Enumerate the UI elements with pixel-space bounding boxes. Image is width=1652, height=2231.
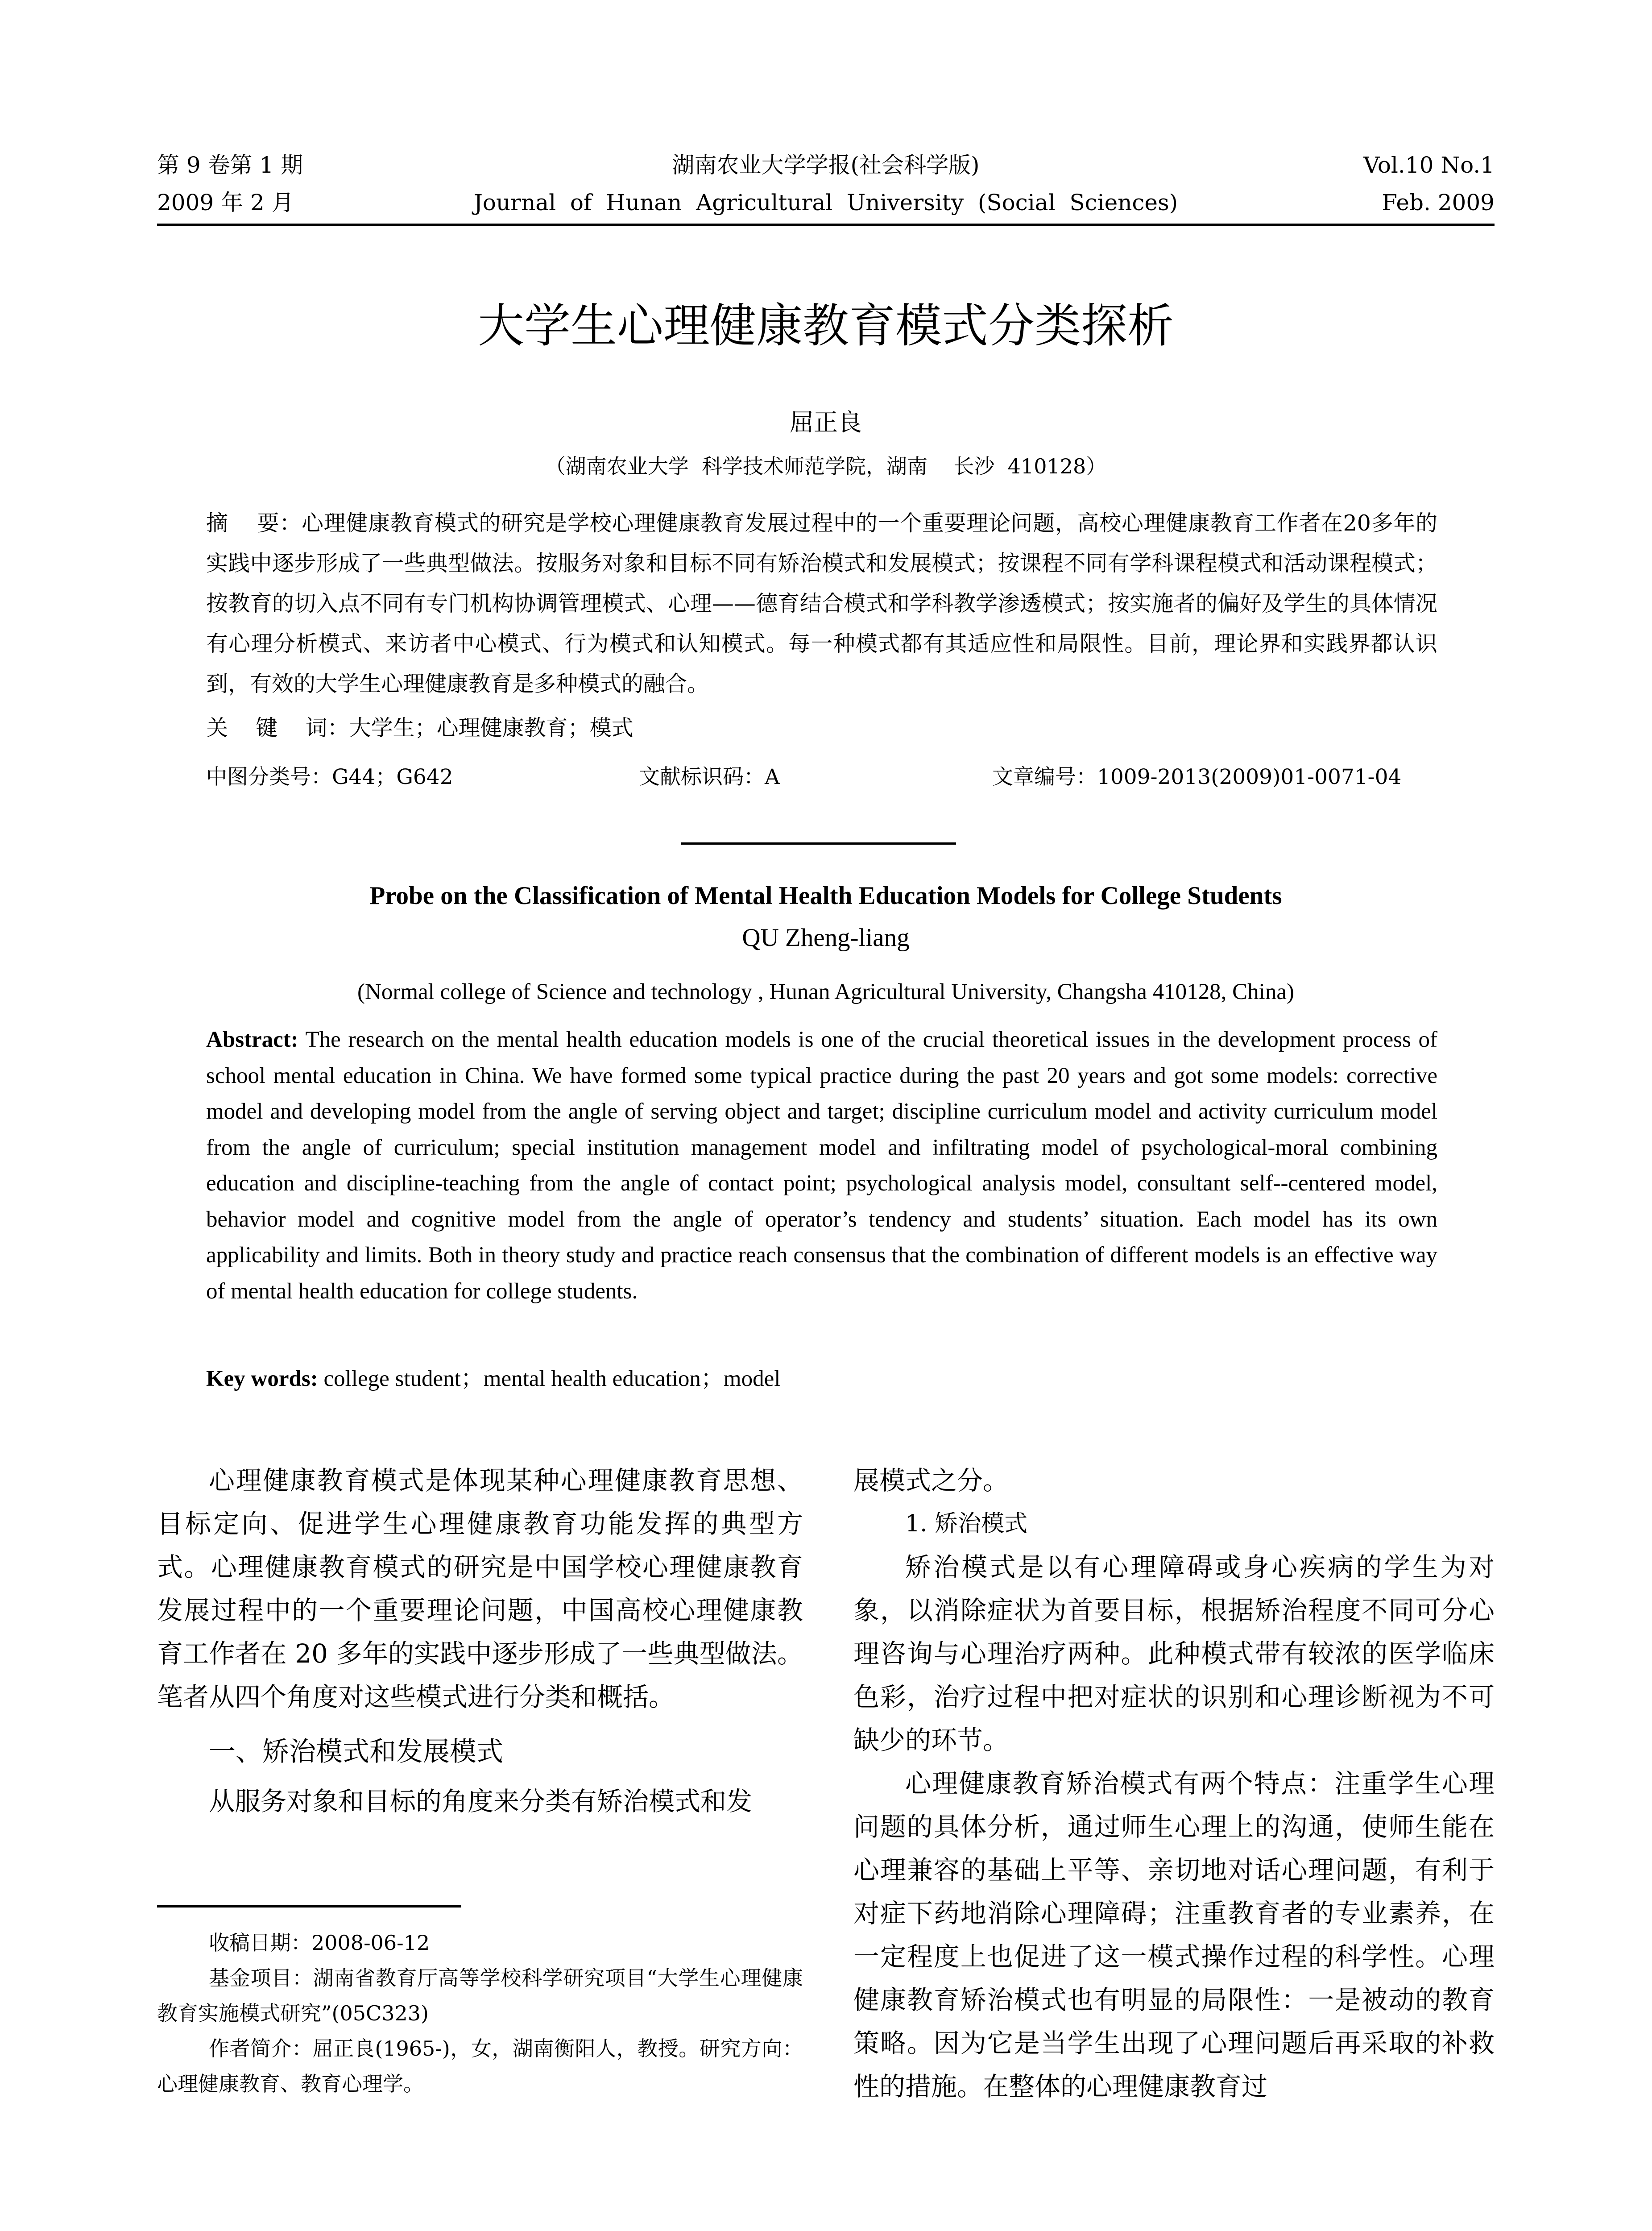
body-column-right: [853, 1459, 1495, 2108]
keywords-cn: [206, 710, 1437, 746]
keywords-text-cn: 大学生；心理健康教育；模式: [349, 715, 633, 741]
header-rule: [157, 224, 1495, 226]
section-separator: [681, 842, 956, 845]
body-paragraph: 从服务对象和目标的角度来分类有矫治模式和发: [209, 1786, 753, 1816]
abstract-label-cn: 摘 要：: [206, 510, 302, 536]
clc-label: 中图分类号：: [206, 765, 332, 789]
clc-field: [206, 759, 453, 795]
classification-meta: [206, 759, 1437, 795]
abstract-text-en: The research on the mental health education models is one of the crucial theoretical issues in the development process of school mental education in China. We have formed some typical practice during the past 20 years and got some models: corrective model and developing model from the angle of serving object and target; discipline curriculum model and activity curriculum model from the angle of curriculum; special institution management model and infiltrating model of psychological-moral combining education and discipline-teaching from the angle of contact point; psychological analysis model, consultant self--centered model, behavior model and cognitive model from the angle of operator’s tendency and students’ situation. Each model has its own applicability and limits. Both in theory study and practice reach consensus that the combination of different models is an effective way of mental health education for college students.: [206, 1027, 1437, 1304]
affiliation-en: (Normal college of Science and technology , Hunan Agricultural University, Changsha 410128, China): [357, 979, 1294, 1004]
body-column-left: [157, 1459, 803, 1823]
doc-code-field: [639, 759, 780, 795]
article-title-cn: 大学生心理健康教育模式分类探析: [477, 299, 1174, 353]
article-title-en: Probe on the Classification of Mental Health Education Models for College Students: [369, 882, 1282, 910]
doc-code-value: A: [765, 765, 780, 789]
keywords-en: [206, 1361, 1437, 1397]
keywords-label-en: Key words:: [206, 1366, 318, 1391]
article-no-label: 文章编号：: [992, 765, 1097, 789]
article-no-field: [992, 759, 1401, 795]
volume-issue-cn: 第 9 卷第 1 期: [157, 152, 303, 178]
keywords-text-en: college student；mental health education；model: [323, 1366, 781, 1391]
body-paragraph: 心理健康教育矫治模式有两个特点：注重学生心理问题的具体分析，通过师生心理上的沟通，使师生能在心理兼容的基础上平等、亲切地对话心理问题，有利于对症下药地消除心理障碍；注重教育者的专业素养，在一定程度上也促进了这一模式操作过程的科学性。心理健康教育矫治模式也有明显的局限性：一是被动的教育策略。因为它是当学生出现了心理问题后再采取的补救性的措施。在整体的心理健康教育过: [853, 1768, 1495, 2102]
author-en: QU Zheng-liang: [742, 924, 910, 952]
footnote-received: 收稿日期：2008-06-12: [209, 1931, 430, 1955]
doc-code-label: 文献标识码：: [639, 765, 765, 789]
subsection-heading: 1. 矫治模式: [905, 1510, 1028, 1537]
footnotes: [157, 1925, 803, 2102]
abstract-text-cn: 心理健康教育模式的研究是学校心理健康教育发展过程中的一个重要理论问题，高校心理健康教育工作者在20多年的实践中逐步形成了一些典型做法。按服务对象和目标不同有矫治模式和发展模式；按课程不同有学科课程模式和活动课程模式；按教育的切入点不同有专门机构协调管理模式、心理——德育结合模式和学科教学渗透模式；按实施者的偏好及学生的具体情况有心理分析模式、来访者中心模式、行为模式和认知模式。每一种模式都有其适应性和局限性。目前，理论界和实践界都认识到，有效的大学生心理健康教育是多种模式的融合。: [206, 510, 1437, 697]
abstract-en: [206, 1022, 1437, 1309]
author-cn: 屈正良: [790, 408, 862, 436]
footnote-author-bio: 作者简介：屈正良(1965-)，女，湖南衡阳人，教授。研究方向：心理健康教育、教育心理学。: [157, 2036, 803, 2096]
footnote-fund: 基金项目：湖南省教育厅高等学校科学研究项目“大学生心理健康教育实施模式研究”(05C323): [157, 1966, 803, 2025]
abstract-label-en: Abstract:: [206, 1027, 298, 1052]
body-paragraph: 心理健康教育模式是体现某种心理健康教育思想、目标定向、促进学生心理健康教育功能发挥的典型方式。心理健康教育模式的研究是中国学校心理健康教育发展过程中的一个重要理论问题，中国高校心理健康教育工作者在 20 多年的实践中逐步形成了一些典型做法。笔者从四个角度对这些模式进行分类和概括。: [157, 1465, 803, 1712]
body-paragraph: 展模式之分。: [853, 1465, 1009, 1496]
running-header: [157, 149, 1495, 225]
abstract-cn: [206, 503, 1437, 704]
volume-issue-en: Vol.10 No.1: [1363, 152, 1495, 178]
body-paragraph: 矫治模式是以有心理障碍或身心疾病的学生为对象，以消除症状为首要目标，根据矫治程度不同可分心理咨询与心理治疗两种。此种模式带有较浓的医学临床色彩，治疗过程中把对症状的识别和心理诊断视为不可缺少的环节。: [853, 1552, 1495, 1755]
section-heading: 一、矫治模式和发展模式: [209, 1736, 503, 1767]
date-en: Feb. 2009: [1382, 190, 1495, 216]
clc-value: G44；G642: [332, 765, 453, 789]
keywords-label-cn: 关 键 词：: [206, 715, 349, 741]
journal-name-en: Journal of Hunan Agricultural University (Social Sciences): [473, 190, 1178, 216]
affiliation-cn: （湖南农业大学 科学技术师范学院，湖南 长沙 410128）: [545, 454, 1107, 478]
journal-name-cn: 湖南农业大学学报(社会科学版): [672, 152, 980, 178]
date-cn: 2009 年 2 月: [157, 190, 294, 216]
footnote-rule: [157, 1905, 461, 1908]
article-no-value: 1009-2013(2009)01-0071-04: [1097, 765, 1402, 789]
